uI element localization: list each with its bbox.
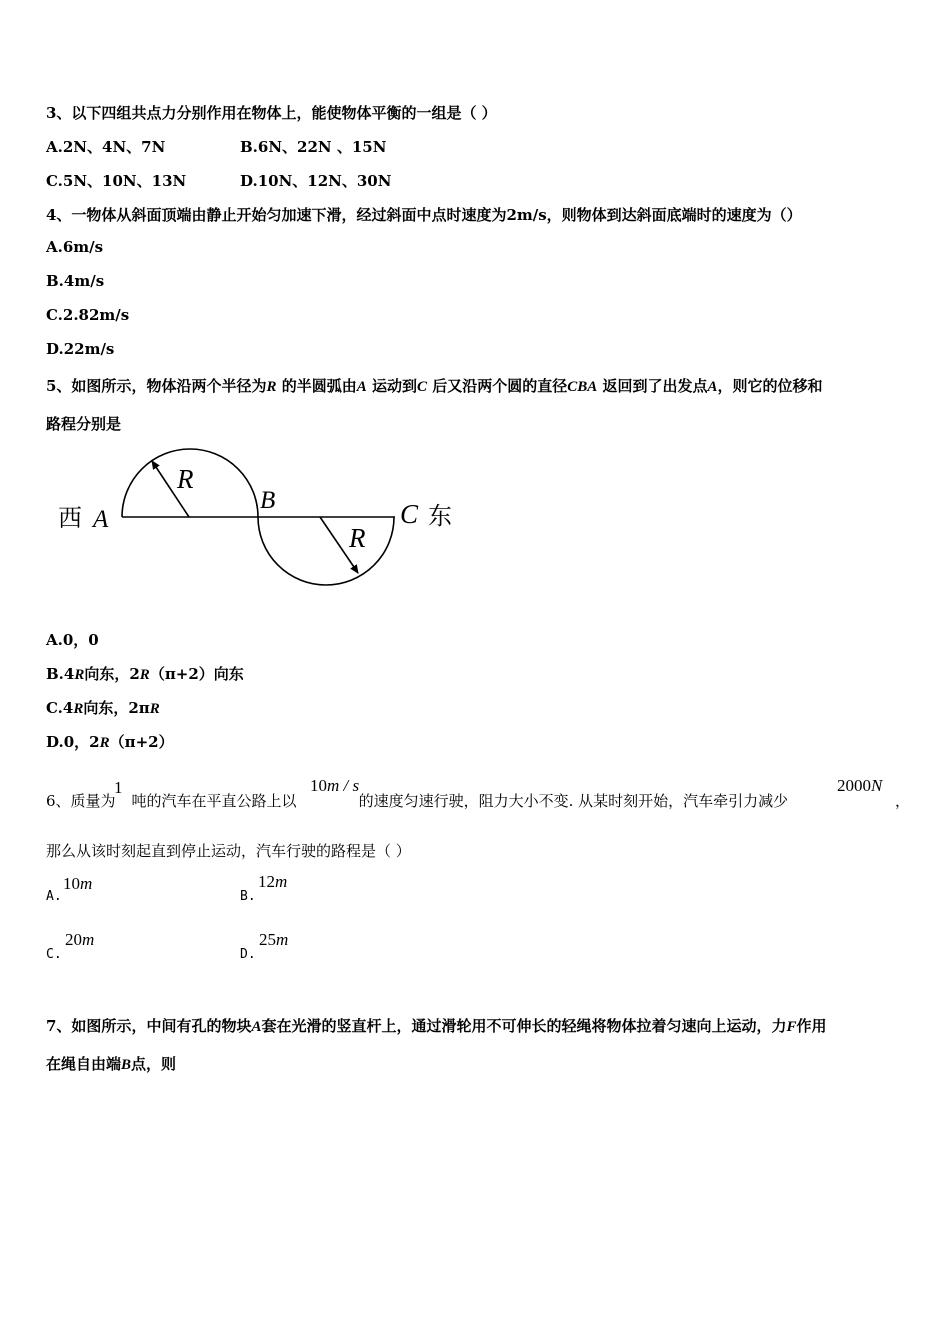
q6-unit-m: m <box>82 930 95 949</box>
q5-stem-text: 5、如图所示，物体沿两个半径为 <box>46 377 267 395</box>
q5-option-b-text: （π+2）向东 <box>149 665 244 683</box>
q4-option-d: D.22m/s <box>46 340 115 358</box>
q6-force-num: 2000 <box>837 776 871 795</box>
q5-stem-line1 <box>46 375 823 396</box>
q5-option-d <box>46 731 174 752</box>
q6-option-c-label: C. <box>46 947 62 962</box>
q5-option-d-text: （π+2） <box>109 733 174 751</box>
q5-stem-text: 后又沿两个圆的直径 <box>432 377 568 395</box>
q7-var-b: B <box>121 1057 132 1073</box>
label-east: 东 <box>428 502 452 530</box>
q6-option-a-value <box>63 874 92 894</box>
q5-var-cba: CBA <box>567 379 598 395</box>
q5-stem-line2: 路程分别是 <box>46 415 122 433</box>
label-c: C <box>400 499 419 529</box>
label-r-lower: R <box>349 523 366 553</box>
q6-option-b-num: 12 <box>258 872 275 891</box>
q5-var-r: R <box>74 667 85 683</box>
q5-option-a: A.0，0 <box>46 631 99 649</box>
q5-option-b <box>46 663 244 684</box>
q6-force-unit: N <box>871 776 883 795</box>
q6-stem-text: 吨的汽车在平直公路上以 <box>131 792 297 810</box>
label-b: B <box>260 487 276 514</box>
q7-stem-text: 7、如图所示，中间有孔的物块 <box>46 1017 252 1035</box>
label-r-upper: R <box>177 464 194 494</box>
q6-option-c-num: 20 <box>65 930 82 949</box>
q3-stem: 3、以下四组共点力分别作用在物体上，能使物体平衡的一组是（ ） <box>46 104 497 122</box>
q5-option-c <box>46 697 160 718</box>
q4-option-a: A.6m/s <box>46 238 104 256</box>
q5-var-r: R <box>73 701 84 717</box>
q5-var-r: R <box>99 735 110 751</box>
label-west: 西 <box>58 504 82 532</box>
q5-stem-text: 的半圆弧由 <box>281 377 357 395</box>
q7-stem-text: 套在光滑的竖直杆上，通过滑轮用不可伸长的轻绳将物体拉着匀速向上运动，力 <box>261 1017 787 1035</box>
q6-option-b-label: B. <box>240 889 256 904</box>
q6-stem-text: 的速度匀速行驶，阻力大小不变. 从某时刻开始，汽车牵引力减少 <box>358 792 789 810</box>
q3-option-b: B.6N、22N 、15N <box>240 138 387 156</box>
q5-option-c-text: 向东，2π <box>83 699 150 717</box>
q7-stem-line2 <box>46 1053 176 1074</box>
q7-var-f: F <box>786 1019 797 1035</box>
q6-option-d-value <box>259 930 288 950</box>
q5-stem-text: 运动到 <box>371 377 417 395</box>
q5-var-c: C <box>416 379 427 395</box>
label-a: A <box>93 506 109 533</box>
q6-force <box>837 776 882 796</box>
q5-option-d-text: D.0，2 <box>46 733 100 751</box>
q6-stem-text: 6、质量为 <box>46 792 116 810</box>
q5-var-a: A <box>707 379 718 395</box>
q6-stem-line1 <box>46 790 788 811</box>
q6-option-a-label: A. <box>46 889 62 904</box>
q6-option-c-value <box>65 930 94 950</box>
q3-option-a: A.2N、4N、7N <box>46 138 166 156</box>
q6-speed-num: 10 <box>310 776 327 795</box>
q6-comma: ， <box>895 794 911 810</box>
q6-option-b-value <box>258 872 287 892</box>
q6-unit-m: m <box>276 930 289 949</box>
q6-speed <box>310 776 359 796</box>
q3-option-d: D.10N、12N、30N <box>240 172 392 190</box>
q6-unit-m: m <box>275 872 288 891</box>
q7-var-a: A <box>251 1019 262 1035</box>
q5-var-r: R <box>149 701 160 717</box>
q5-option-b-text: B.4 <box>46 665 75 683</box>
q5-var-r: R <box>139 667 150 683</box>
q6-option-d-label: D. <box>240 947 256 962</box>
q5-stem-text: ，则它的位移和 <box>717 377 823 395</box>
q7-stem-text: 点，则 <box>131 1055 177 1073</box>
q6-unit-m: m <box>80 874 93 893</box>
q5-var-a: A <box>356 379 367 395</box>
q6-mass: 1 <box>114 778 123 797</box>
q7-stem-text: 在绳自由端 <box>46 1055 122 1073</box>
q5-option-c-text: C.4 <box>46 699 74 717</box>
q6-option-a-num: 10 <box>63 874 80 893</box>
q7-stem-line1 <box>46 1015 827 1036</box>
q6-speed-unit: m / s <box>327 776 360 795</box>
q5-option-b-text: 向东，2 <box>84 665 140 683</box>
q5-var-r: R <box>266 379 277 395</box>
semicircle-path-figure <box>50 440 470 600</box>
q7-stem-text: 作用 <box>796 1017 827 1035</box>
q4-stem: 4、一物体从斜面顶端由静止开始匀加速下滑，经过斜面中点时速度为2m/s，则物体到达斜面底端时的速度为（） <box>46 206 802 224</box>
q3-option-c: C.5N、10N、13N <box>46 172 187 190</box>
q5-stem-text: 返回到了出发点 <box>602 377 708 395</box>
q6-stem-line2: 那么从该时刻起直到停止运动，汽车行驶的路程是（ ） <box>46 842 411 860</box>
q6-option-d-num: 25 <box>259 930 276 949</box>
q4-option-b: B.4m/s <box>46 272 105 290</box>
q4-option-c: C.2.82m/s <box>46 306 130 324</box>
